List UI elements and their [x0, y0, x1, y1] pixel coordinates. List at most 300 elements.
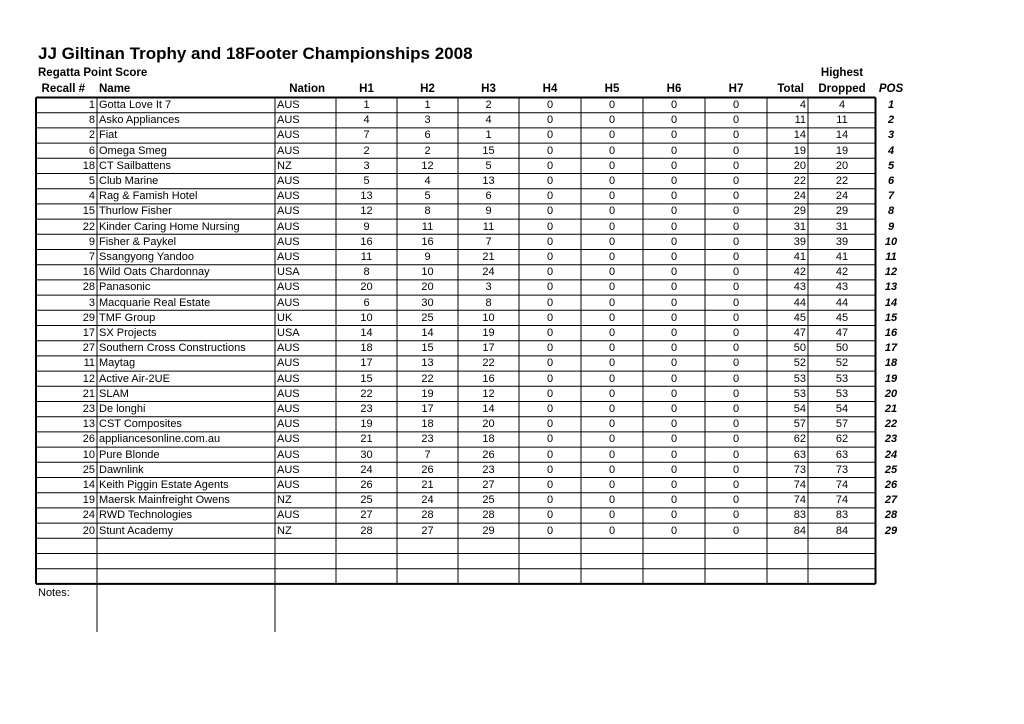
- cell-h6: 0: [670, 235, 678, 248]
- cell-recall: 19: [82, 494, 95, 507]
- table-row: [0, 189, 1024, 204]
- cell-name: Panasonic: [99, 281, 151, 294]
- cell-total: 54: [793, 403, 806, 415]
- cell-dropped: 63: [835, 448, 849, 461]
- cell-h6: 0: [670, 114, 678, 127]
- cell-recall: 22: [82, 220, 95, 233]
- cell-total: 62: [793, 433, 806, 446]
- cell-name: Stunt Academy: [99, 524, 173, 537]
- cell-h5: 0: [608, 463, 616, 476]
- cell-recall: 13: [82, 418, 95, 431]
- cell-dropped: 83: [835, 509, 849, 522]
- cell-total: 83: [793, 509, 806, 522]
- cell-recall: 27: [82, 342, 95, 355]
- cell-nation: AUS: [277, 114, 300, 127]
- cell-total: 47: [793, 327, 806, 339]
- cell-h3: 27: [482, 479, 495, 491]
- cell-nation: AUS: [277, 220, 300, 233]
- cell-nation: USA: [277, 327, 300, 339]
- table-row: [0, 341, 1024, 356]
- cell-pos: 16: [884, 327, 898, 339]
- cell-h5: 0: [608, 327, 616, 339]
- cell-h4: 0: [546, 418, 554, 431]
- cell-h2: 21: [421, 479, 434, 491]
- cell-h1: 30: [360, 448, 373, 461]
- cell-dropped: 50: [835, 342, 849, 355]
- cell-name: Maersk Mainfreight Owens: [99, 494, 230, 507]
- cell-h2: 11: [421, 220, 434, 233]
- cell-name: Keith Piggin Estate Agents: [99, 479, 229, 491]
- cell-dropped: 24: [835, 190, 849, 203]
- cell-h1: 18: [360, 342, 373, 355]
- cell-h6: 0: [670, 144, 678, 157]
- cell-h7: 0: [732, 114, 740, 127]
- table-row: [0, 356, 1024, 371]
- cell-h2: 24: [421, 494, 434, 507]
- cell-total: 43: [793, 281, 806, 294]
- cell-h4: 0: [546, 509, 554, 522]
- cell-h4: 0: [546, 159, 554, 172]
- cell-h7: 0: [732, 494, 740, 507]
- cell-h4: 0: [546, 175, 554, 187]
- cell-dropped: 44: [835, 296, 849, 309]
- cell-h1: 15: [360, 372, 373, 385]
- cell-nation: AUS: [277, 387, 300, 400]
- cell-name: Wild Oats Chardonnay: [99, 266, 210, 279]
- cell-pos: 23: [884, 433, 898, 446]
- cell-h5: 0: [608, 494, 616, 507]
- cell-h3: 19: [482, 327, 495, 339]
- header-h5: H5: [604, 83, 620, 95]
- cell-h2: 26: [421, 463, 434, 476]
- table-row: [0, 98, 1024, 113]
- cell-pos: 26: [884, 479, 898, 491]
- cell-h1: 8: [363, 266, 370, 279]
- table-row: [0, 250, 1024, 265]
- table-row: [0, 265, 1024, 280]
- table-row: [0, 417, 1024, 432]
- cell-h4: 0: [546, 311, 554, 324]
- cell-h2: 9: [424, 251, 431, 263]
- cell-h3: 16: [482, 372, 495, 385]
- cell-h1: 9: [363, 220, 370, 233]
- cell-h6: 0: [670, 463, 678, 476]
- cell-h1: 23: [360, 403, 373, 415]
- header-h2: H2: [420, 83, 435, 95]
- cell-h1: 26: [360, 479, 373, 491]
- cell-h6: 0: [670, 190, 678, 203]
- cell-h4: 0: [546, 220, 554, 233]
- cell-h3: 15: [482, 144, 495, 157]
- cell-nation: AUS: [277, 418, 300, 431]
- cell-pos: 17: [884, 342, 898, 355]
- cell-h1: 6: [363, 296, 370, 309]
- cell-nation: AUS: [277, 357, 300, 370]
- table-row: [0, 463, 1024, 478]
- cell-total: 20: [793, 159, 806, 172]
- cell-h7: 0: [732, 403, 740, 415]
- cell-h1: 10: [360, 311, 373, 324]
- cell-h4: 0: [546, 281, 554, 294]
- cell-recall: 1: [88, 99, 95, 111]
- header-h1: H1: [359, 83, 374, 95]
- cell-h5: 0: [608, 235, 616, 248]
- cell-recall: 4: [88, 190, 95, 203]
- cell-pos: 21: [884, 403, 898, 415]
- cell-total: 4: [799, 99, 806, 111]
- cell-total: 44: [793, 296, 806, 309]
- cell-total: 29: [793, 205, 806, 218]
- cell-pos: 5: [887, 159, 895, 172]
- cell-dropped: 14: [835, 129, 849, 142]
- cell-h2: 20: [421, 281, 434, 294]
- cell-dropped: 11: [836, 114, 848, 127]
- cell-dropped: 45: [835, 311, 849, 324]
- cell-h5: 0: [608, 418, 616, 431]
- notes-label: Notes:: [38, 587, 70, 599]
- cell-name: SX Projects: [99, 327, 157, 339]
- cell-h4: 0: [546, 99, 554, 111]
- cell-total: 14: [793, 129, 806, 142]
- cell-nation: AUS: [277, 175, 300, 187]
- header-total: Total: [777, 83, 804, 95]
- table-row: [0, 508, 1024, 523]
- cell-h7: 0: [732, 175, 740, 187]
- header-pos: POS: [878, 83, 904, 95]
- cell-h4: 0: [546, 235, 554, 248]
- cell-h2: 23: [421, 433, 434, 446]
- cell-h7: 0: [732, 311, 740, 324]
- cell-h4: 0: [546, 524, 554, 537]
- cell-h2: 8: [424, 205, 431, 218]
- cell-pos: 22: [884, 418, 898, 431]
- cell-h4: 0: [546, 372, 554, 385]
- cell-h3: 23: [482, 463, 495, 476]
- cell-pos: 15: [884, 311, 898, 324]
- cell-h1: 12: [360, 205, 373, 218]
- cell-recall: 11: [83, 357, 95, 370]
- cell-h3: 8: [485, 296, 492, 309]
- cell-h6: 0: [670, 266, 678, 279]
- cell-total: 53: [793, 387, 806, 400]
- cell-pos: 14: [884, 296, 898, 309]
- cell-h3: 3: [485, 281, 492, 294]
- cell-pos: 1: [887, 99, 895, 111]
- cell-total: 63: [793, 448, 806, 461]
- table-row: [0, 174, 1024, 189]
- cell-total: 41: [793, 251, 806, 263]
- cell-nation: AUS: [277, 479, 300, 491]
- cell-pos: 18: [884, 357, 898, 370]
- cell-h1: 7: [363, 129, 370, 142]
- cell-h1: 25: [360, 494, 373, 507]
- cell-h5: 0: [608, 433, 616, 446]
- cell-h7: 0: [732, 448, 740, 461]
- table-row: [0, 204, 1024, 219]
- cell-dropped: 43: [835, 281, 849, 294]
- cell-pos: 28: [884, 509, 898, 522]
- header-recall: Recall #: [41, 83, 85, 95]
- cell-h5: 0: [608, 387, 616, 400]
- cell-h7: 0: [732, 205, 740, 218]
- cell-h7: 0: [732, 235, 740, 248]
- cell-h1: 3: [363, 159, 370, 172]
- cell-h3: 26: [482, 448, 495, 461]
- cell-name: Macquarie Real Estate: [99, 296, 211, 309]
- cell-recall: 16: [82, 266, 95, 279]
- cell-nation: USA: [277, 266, 300, 279]
- cell-total: 24: [793, 190, 806, 203]
- cell-name: Maytag: [99, 357, 136, 370]
- cell-h1: 4: [363, 114, 370, 127]
- cell-nation: AUS: [277, 448, 300, 461]
- header-dropped: Dropped: [818, 83, 866, 95]
- cell-dropped: 29: [835, 205, 849, 218]
- cell-h2: 4: [424, 175, 431, 187]
- cell-h6: 0: [670, 281, 678, 294]
- table-row: [0, 128, 1024, 143]
- subtitle: Regatta Point Score: [38, 67, 148, 79]
- cell-dropped: 53: [835, 372, 849, 385]
- cell-dropped: 31: [835, 220, 849, 233]
- table-row: [0, 296, 1024, 311]
- cell-nation: NZ: [277, 524, 292, 537]
- header-h7: H7: [728, 83, 744, 95]
- cell-h3: 14: [482, 403, 495, 415]
- cell-h7: 0: [732, 357, 740, 370]
- cell-nation: AUS: [277, 205, 300, 218]
- cell-h5: 0: [608, 357, 616, 370]
- cell-name: CST Composites: [99, 418, 182, 431]
- cell-nation: AUS: [277, 190, 300, 203]
- cell-h5: 0: [608, 342, 616, 355]
- cell-h4: 0: [546, 433, 554, 446]
- header-name: Name: [99, 83, 131, 95]
- cell-nation: AUS: [277, 433, 300, 446]
- cell-name: Fisher & Paykel: [99, 235, 177, 248]
- cell-h5: 0: [608, 448, 616, 461]
- cell-h4: 0: [546, 448, 554, 461]
- cell-nation: AUS: [277, 144, 300, 157]
- cell-h6: 0: [670, 311, 678, 324]
- cell-dropped: 84: [835, 524, 849, 537]
- page-title: JJ Giltinan Trophy and 18Footer Championships 2008: [38, 44, 473, 63]
- table-row: [0, 144, 1024, 159]
- cell-h3: 4: [485, 114, 492, 127]
- cell-h5: 0: [608, 524, 616, 537]
- cell-total: 84: [793, 524, 806, 537]
- cell-h4: 0: [546, 296, 554, 309]
- cell-total: 74: [793, 494, 806, 507]
- cell-name: Southern Cross Constructions: [99, 342, 246, 355]
- cell-name: SLAM: [99, 387, 129, 400]
- cell-h5: 0: [608, 205, 616, 218]
- cell-recall: 18: [82, 159, 95, 172]
- cell-h5: 0: [608, 403, 616, 415]
- cell-h3: 12: [482, 387, 495, 400]
- cell-dropped: 73: [835, 463, 849, 476]
- cell-dropped: 53: [835, 387, 849, 400]
- cell-name: Ssangyong Yandoo: [99, 251, 195, 263]
- cell-recall: 29: [82, 311, 95, 324]
- cell-h6: 0: [670, 448, 678, 461]
- cell-h7: 0: [732, 281, 740, 294]
- cell-h5: 0: [608, 175, 616, 187]
- table-row: [0, 402, 1024, 417]
- table-row: [0, 524, 1024, 539]
- cell-recall: 14: [82, 479, 95, 491]
- cell-h6: 0: [670, 524, 678, 537]
- cell-h3: 24: [482, 266, 495, 279]
- cell-h6: 0: [670, 99, 678, 111]
- cell-h3: 7: [485, 235, 492, 248]
- cell-h2: 10: [421, 266, 434, 279]
- cell-pos: 9: [887, 220, 895, 233]
- cell-pos: 27: [884, 494, 898, 507]
- cell-recall: 2: [88, 129, 95, 142]
- cell-h5: 0: [608, 159, 616, 172]
- table-row: [0, 372, 1024, 387]
- cell-h1: 20: [360, 281, 373, 294]
- cell-h2: 30: [421, 296, 434, 309]
- cell-h7: 0: [732, 433, 740, 446]
- cell-recall: 9: [88, 235, 95, 248]
- cell-h6: 0: [670, 372, 678, 385]
- cell-name: Dawnlink: [99, 463, 144, 476]
- cell-total: 53: [793, 372, 806, 385]
- cell-nation: AUS: [277, 372, 300, 385]
- cell-total: 50: [793, 342, 806, 355]
- cell-recall: 7: [88, 251, 95, 263]
- cell-h2: 2: [424, 144, 431, 157]
- cell-h7: 0: [732, 266, 740, 279]
- cell-h7: 0: [732, 509, 740, 522]
- cell-pos: 19: [884, 372, 898, 385]
- cell-total: 74: [793, 479, 806, 491]
- cell-h2: 14: [421, 327, 434, 339]
- cell-name: Kinder Caring Home Nursing: [99, 220, 240, 233]
- cell-h4: 0: [546, 403, 554, 415]
- table-row: [0, 220, 1024, 235]
- table-row: [0, 387, 1024, 402]
- cell-h3: 11: [482, 220, 495, 233]
- cell-dropped: 41: [835, 251, 849, 263]
- cell-h2: 3: [424, 114, 431, 127]
- cell-name: Thurlow Fisher: [99, 205, 172, 218]
- cell-h6: 0: [670, 403, 678, 415]
- cell-h2: 18: [421, 418, 434, 431]
- cell-h2: 12: [421, 159, 434, 172]
- cell-total: 19: [793, 144, 806, 157]
- cell-h4: 0: [546, 387, 554, 400]
- cell-recall: 17: [82, 327, 95, 339]
- cell-h5: 0: [608, 190, 616, 203]
- cell-name: Asko Appliances: [99, 114, 180, 127]
- cell-h6: 0: [670, 433, 678, 446]
- cell-nation: AUS: [277, 235, 300, 248]
- cell-h7: 0: [732, 296, 740, 309]
- cell-h3: 9: [485, 205, 492, 218]
- cell-h5: 0: [608, 144, 616, 157]
- highest-label: Highest: [820, 67, 864, 79]
- cell-h6: 0: [670, 251, 678, 263]
- cell-h5: 0: [608, 220, 616, 233]
- cell-pos: 3: [887, 129, 895, 142]
- cell-recall: 15: [82, 205, 95, 218]
- cell-h2: 5: [424, 190, 431, 203]
- cell-pos: 12: [884, 266, 898, 279]
- cell-h5: 0: [608, 114, 616, 127]
- cell-h7: 0: [732, 387, 740, 400]
- cell-total: 31: [793, 220, 806, 233]
- cell-name: CT Sailbattens: [99, 159, 171, 172]
- cell-h5: 0: [608, 99, 616, 111]
- table-row: [0, 235, 1024, 250]
- cell-h6: 0: [670, 175, 678, 187]
- cell-pos: 8: [887, 205, 895, 218]
- header-h4: H4: [542, 83, 558, 95]
- cell-name: RWD Technologies: [99, 509, 193, 522]
- cell-h2: 19: [421, 387, 434, 400]
- cell-h2: 1: [424, 99, 431, 111]
- cell-h2: 28: [421, 509, 434, 522]
- cell-recall: 8: [88, 114, 95, 127]
- cell-recall: 10: [82, 448, 95, 461]
- cell-dropped: 47: [835, 327, 849, 339]
- cell-h2: 25: [421, 311, 434, 324]
- cell-h2: 22: [421, 372, 434, 385]
- cell-name: appliancesonline.com.au: [99, 433, 221, 446]
- cell-h5: 0: [608, 129, 616, 142]
- cell-dropped: 20: [835, 159, 849, 172]
- cell-h3: 10: [482, 311, 495, 324]
- cell-dropped: 42: [835, 266, 849, 279]
- table-row: [0, 478, 1024, 493]
- cell-h1: 11: [360, 251, 373, 263]
- cell-nation: UK: [277, 311, 293, 324]
- cell-h1: 21: [360, 433, 373, 446]
- cell-h3: 13: [482, 175, 495, 187]
- cell-dropped: 74: [835, 479, 849, 491]
- cell-h2: 17: [421, 403, 434, 415]
- cell-nation: AUS: [277, 509, 300, 522]
- cell-h6: 0: [670, 327, 678, 339]
- cell-total: 39: [793, 235, 806, 248]
- cell-h3: 18: [482, 433, 495, 446]
- cell-recall: 24: [82, 509, 95, 522]
- cell-h5: 0: [608, 509, 616, 522]
- cell-h4: 0: [546, 266, 554, 279]
- cell-nation: AUS: [277, 403, 300, 415]
- cell-h1: 22: [360, 387, 373, 400]
- cell-h1: 16: [360, 235, 373, 248]
- cell-nation: NZ: [277, 159, 292, 172]
- cell-h7: 0: [732, 129, 740, 142]
- cell-h4: 0: [546, 494, 554, 507]
- cell-recall: 6: [88, 144, 95, 157]
- cell-h1: 13: [360, 190, 373, 203]
- cell-recall: 28: [82, 281, 95, 294]
- cell-h3: 21: [482, 251, 495, 263]
- cell-recall: 20: [82, 524, 95, 537]
- cell-h3: 17: [482, 342, 495, 355]
- cell-name: Fiat: [99, 129, 118, 142]
- cell-dropped: 62: [835, 433, 849, 446]
- cell-h1: 19: [360, 418, 373, 431]
- cell-h5: 0: [608, 372, 616, 385]
- cell-h2: 27: [421, 524, 434, 537]
- cell-recall: 3: [88, 296, 95, 309]
